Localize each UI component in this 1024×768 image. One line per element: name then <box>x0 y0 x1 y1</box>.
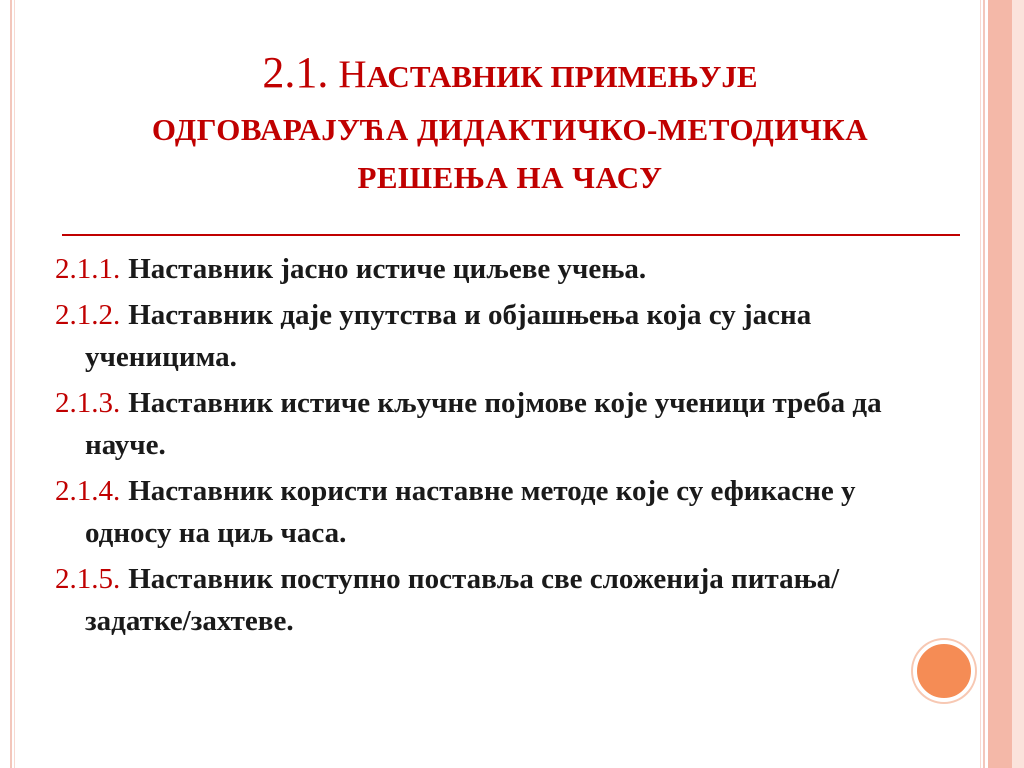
slide-title <box>60 44 960 202</box>
criteria-list <box>55 248 935 646</box>
list-item <box>55 558 935 642</box>
list-item <box>55 294 935 378</box>
item-code: 2.1.1. <box>55 253 121 285</box>
list-item <box>55 382 935 466</box>
item-code: 2.1.5. <box>55 563 121 595</box>
item-text: Наставник истиче кључне појмове које ученици треба да науче. <box>85 387 882 461</box>
item-code: 2.1.4. <box>55 475 121 507</box>
item-text: Наставник даје упутства и објашњења која су јасна ученицима. <box>85 299 812 373</box>
item-text: Наставник користи наставне методе које су ефикасне у односу на циљ часа. <box>85 475 856 549</box>
title-first-letter: Н <box>338 53 367 96</box>
title-line-2: ОДГОВАРАЈУЋА ДИДАКТИЧКО-МЕТОДИЧКА <box>151 112 869 147</box>
orange-circle-decoration <box>913 640 975 702</box>
title-number: 2.1. <box>262 48 329 97</box>
title-divider <box>62 234 960 236</box>
right-decorative-stripe <box>988 0 1012 768</box>
item-code: 2.1.3. <box>55 387 121 419</box>
item-code: 2.1.2. <box>55 299 121 331</box>
item-text: Наставник поступно поставља све сложенија питања/задатке/захтеве. <box>85 563 840 637</box>
list-item <box>55 248 935 290</box>
list-item <box>55 470 935 554</box>
right-decorative-edge <box>1012 0 1024 768</box>
title-line-1-rest: АСТАВНИК ПРИМЕЊУЈЕ <box>366 59 758 94</box>
item-text: Наставник јасно истиче циљеве учења. <box>128 253 647 285</box>
title-line-3: РЕШЕЊА НА ЧАСУ <box>357 160 663 195</box>
title-line-1 <box>60 44 960 106</box>
